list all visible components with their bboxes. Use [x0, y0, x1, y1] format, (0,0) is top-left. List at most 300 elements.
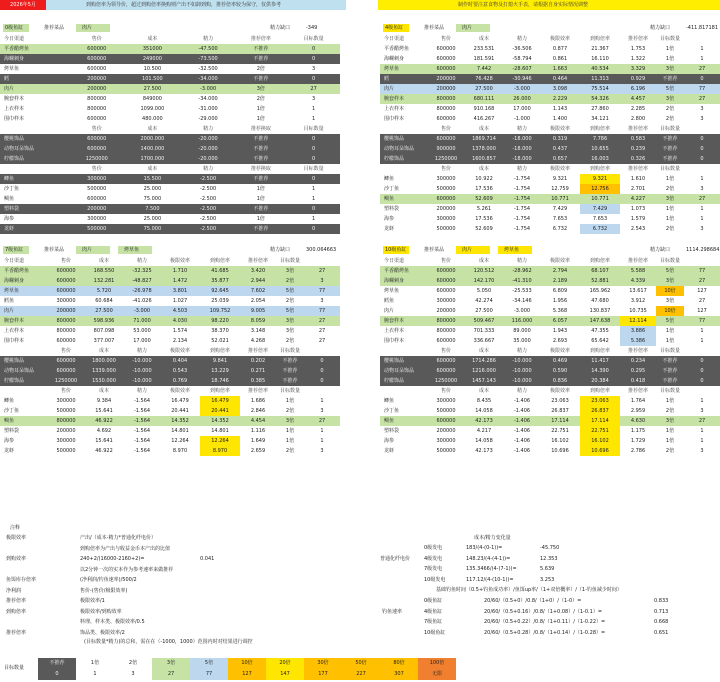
- value-cell: 12.264: [200, 436, 240, 446]
- value-cell: 1: [684, 54, 720, 64]
- table-row: [380, 154, 720, 164]
- column-header: 售价: [91, 126, 102, 132]
- value-cell: -1.406: [504, 406, 540, 416]
- value-cell: 17.114: [540, 416, 580, 426]
- value-cell: 300000: [48, 396, 84, 406]
- legend-multiplier: 10倍: [228, 658, 266, 669]
- value-cell: 600000: [70, 44, 123, 54]
- value-cell: 15.641: [84, 436, 124, 446]
- value-cell: 35.000: [504, 336, 540, 346]
- value-cell: 1倍: [276, 436, 304, 446]
- value-cell: 2.543: [620, 224, 656, 234]
- column-header: [684, 256, 720, 266]
- value-cell: 1.175: [620, 426, 656, 436]
- note-result: 0.833: [654, 598, 669, 604]
- value-cell: 不推荐: [234, 134, 287, 144]
- value-cell: 1339.000: [84, 366, 124, 376]
- value-cell: -1.406: [504, 416, 540, 426]
- value-cell: 不推荐: [234, 74, 287, 84]
- value-cell: 0.404: [160, 356, 200, 366]
- value-cell: 4.457: [620, 94, 656, 104]
- value-cell: 0.271: [240, 366, 276, 376]
- value-cell: 3: [684, 224, 720, 234]
- value-cell: 200000: [428, 204, 464, 214]
- value-cell: 0.836: [540, 376, 580, 386]
- item-name-cell: 塑料袋: [380, 204, 428, 214]
- value-cell: 17.114: [580, 416, 620, 426]
- column-header: 到购倍率: [209, 388, 230, 394]
- value-cell: 27: [304, 316, 340, 326]
- value-cell: 1.686: [240, 396, 276, 406]
- value-cell: 600000: [48, 356, 84, 366]
- table-row: [0, 154, 340, 164]
- value-cell: 0: [287, 134, 340, 144]
- value-cell: 1: [684, 426, 720, 436]
- column-header: 售价: [440, 348, 451, 354]
- column-header: 成本: [147, 36, 158, 42]
- column-header: 精力: [516, 36, 527, 42]
- value-cell: 800000: [48, 326, 84, 336]
- value-cell: 9.321: [540, 174, 580, 184]
- value-cell: 21.367: [580, 44, 620, 54]
- value-cell: 14.801: [200, 426, 240, 436]
- column-header: 推荐倍率: [627, 258, 648, 264]
- value-cell: 1250000: [48, 376, 84, 386]
- value-cell: 52.881: [580, 276, 620, 286]
- value-cell: 5倍: [276, 286, 304, 296]
- value-cell: 22.751: [540, 426, 580, 436]
- value-cell: 12.114: [620, 316, 656, 326]
- value-cell: 0: [287, 144, 340, 154]
- legend-target-value: 77: [190, 669, 228, 680]
- value-cell: 42.173: [464, 416, 504, 426]
- value-cell: 0.202: [240, 356, 276, 366]
- table-header-row: [380, 164, 720, 174]
- table-row: [0, 224, 340, 234]
- item-name-cell: 肉片: [380, 306, 428, 316]
- value-cell: 27: [287, 84, 340, 94]
- value-cell: 7.786: [580, 134, 620, 144]
- energy-gap-label: 精力缺口: [270, 25, 291, 31]
- value-cell: 不推荐: [656, 74, 684, 84]
- value-cell: -34.000: [182, 94, 235, 104]
- item-name-cell: 动物耳朵饰品: [380, 144, 428, 154]
- value-cell: 40.534: [580, 64, 620, 74]
- table-row: [380, 266, 720, 276]
- value-cell: 0: [287, 204, 340, 214]
- column-header: 成本: [98, 388, 109, 394]
- item-name-cell: 动物耳朵饰品: [380, 366, 428, 376]
- recommend-dish-1: 肉片: [456, 246, 490, 254]
- value-cell: 1.764: [620, 396, 656, 406]
- value-cell: -18.000: [504, 134, 540, 144]
- value-cell: 1倍: [656, 174, 684, 184]
- value-cell: -1.406: [504, 446, 540, 456]
- value-cell: 1倍: [234, 184, 287, 194]
- value-cell: -41.026: [124, 296, 160, 306]
- value-cell: 800000: [428, 104, 464, 114]
- value-cell: -1.564: [124, 406, 160, 416]
- value-cell: 2.229: [540, 94, 580, 104]
- value-cell: 27: [684, 276, 720, 286]
- legend-multiplier: 5倍: [190, 658, 228, 669]
- table-row: [380, 446, 720, 456]
- value-cell: 1倍: [656, 44, 684, 54]
- value-cell: 54.326: [580, 94, 620, 104]
- legend-target-value: 177: [304, 669, 342, 680]
- column-header: 精力: [136, 388, 147, 394]
- item-name-cell: 动物耳朵饰品: [0, 144, 70, 154]
- table-row: [380, 316, 720, 326]
- value-cell: 6.196: [620, 84, 656, 94]
- table-header-row: [380, 34, 720, 44]
- value-cell: 2.701: [620, 184, 656, 194]
- column-header: 成本: [98, 258, 109, 264]
- value-cell: 200000: [70, 204, 123, 214]
- table-row: [0, 416, 340, 426]
- value-cell: 16.102: [580, 436, 620, 446]
- value-cell: 2倍: [656, 224, 684, 234]
- value-cell: 0: [287, 174, 340, 184]
- value-cell: 不推荐: [234, 44, 287, 54]
- value-cell: 600000: [428, 366, 464, 376]
- value-cell: 1869.714: [464, 134, 504, 144]
- value-cell: 27.500: [84, 306, 124, 316]
- tank-panel: [380, 22, 720, 234]
- tank-panel: [0, 244, 340, 456]
- value-cell: 1099.000: [123, 104, 182, 114]
- legend-multiplier: 1倍: [76, 658, 114, 669]
- value-cell: 98.220: [200, 316, 240, 326]
- value-cell: 92.645: [200, 286, 240, 296]
- value-cell: 181.591: [464, 54, 504, 64]
- tank-table: [0, 34, 340, 234]
- fishing-formula: 基础钓鱼时间（0.5+钓鱼成功率）/鱼饵up率/（1+双倍概率）/（1-钓鱼减少时间）: [436, 587, 622, 593]
- value-cell: 2倍: [234, 94, 287, 104]
- value-cell: 25.000: [123, 214, 182, 224]
- value-cell: 1: [684, 214, 720, 224]
- value-cell: 1: [304, 426, 340, 436]
- value-cell: 3倍: [656, 64, 684, 74]
- column-header: [0, 164, 70, 174]
- value-cell: 1倍: [656, 214, 684, 224]
- value-cell: 300000: [428, 174, 464, 184]
- legend-multiplier: 3倍: [152, 658, 190, 669]
- note-value: 饰品类、极限效率/2: [80, 629, 125, 636]
- legend-multiplier: 50倍: [342, 658, 380, 669]
- value-cell: 3倍: [276, 316, 304, 326]
- value-cell: -1.406: [504, 436, 540, 446]
- note-result: 12.353: [540, 555, 558, 562]
- value-cell: 2倍: [276, 446, 304, 456]
- value-cell: 0.385: [240, 376, 276, 386]
- value-cell: 60.684: [84, 296, 124, 306]
- value-cell: 75.514: [580, 84, 620, 94]
- value-cell: 1250000: [428, 154, 464, 164]
- item-name-cell: 塑料袋: [380, 426, 428, 436]
- value-cell: 0.234: [620, 356, 656, 366]
- value-cell: -10.000: [124, 376, 160, 386]
- table-header-row: [0, 34, 340, 44]
- value-cell: 8.435: [464, 396, 504, 406]
- value-cell: 4.630: [620, 416, 656, 426]
- note-key: 极限效率: [6, 535, 27, 541]
- value-cell: 不推荐: [234, 144, 287, 154]
- item-name-cell: 平香醋烤鱼: [0, 266, 48, 276]
- column-header: 目标数量: [279, 348, 300, 354]
- value-cell: 不推荐: [656, 356, 684, 366]
- panel-header: [0, 22, 340, 34]
- value-cell: 9.841: [200, 356, 240, 366]
- note-key: 钓鱼速率: [382, 608, 403, 615]
- item-name-cell: 鲫鱼: [380, 396, 428, 406]
- value-cell: 3倍: [656, 416, 684, 426]
- legend-multiplier: 100倍: [418, 658, 456, 669]
- column-header: 精力: [516, 388, 527, 394]
- table-row: [0, 446, 340, 456]
- item-name-cell: 腕套样本: [0, 316, 48, 326]
- value-cell: 600000: [48, 366, 84, 376]
- item-name-cell: 围巾样本: [0, 114, 70, 124]
- note-label: 0级鱼缸: [424, 598, 443, 604]
- value-cell: 300000: [428, 396, 464, 406]
- table-header-row: [0, 386, 340, 396]
- item-name-cell: 鳕鱼: [0, 296, 48, 306]
- item-name-cell: 沙丁鱼: [0, 184, 70, 194]
- value-cell: 600000: [48, 286, 84, 296]
- table-row: [0, 286, 340, 296]
- value-cell: 1600.857: [464, 154, 504, 164]
- value-cell: 600000: [428, 134, 464, 144]
- column-header: 成本: [478, 348, 489, 354]
- panel-header: [0, 244, 340, 256]
- column-header: 目标数量: [659, 36, 680, 42]
- item-name-cell: 肉片: [0, 84, 70, 94]
- value-cell: -10.000: [124, 366, 160, 376]
- value-cell: -1.564: [124, 416, 160, 426]
- table-row: [0, 194, 340, 204]
- value-cell: 800000: [428, 316, 464, 326]
- value-cell: 11.417: [580, 356, 620, 366]
- note-label: 7级鱼缸: [424, 619, 443, 625]
- value-cell: 233.531: [464, 44, 504, 54]
- column-header: 成本: [478, 126, 489, 132]
- table-row: [0, 214, 340, 224]
- value-cell: 3倍: [656, 94, 684, 104]
- value-cell: 300000: [48, 436, 84, 446]
- column-header: 精力: [203, 166, 214, 172]
- value-cell: 200000: [70, 74, 123, 84]
- item-name-cell: 围巾样本: [380, 336, 428, 346]
- value-cell: 480.000: [123, 114, 182, 124]
- column-header: 推荐倍率: [627, 348, 648, 354]
- item-name-cell: 塑料袋: [0, 426, 48, 436]
- value-cell: -2.500: [182, 224, 235, 234]
- column-header: 售价: [60, 258, 71, 264]
- value-cell: 不推荐: [234, 204, 287, 214]
- item-name-cell: 柠檬饰品: [0, 376, 48, 386]
- value-cell: 509.467: [464, 316, 504, 326]
- value-cell: 5.261: [464, 204, 504, 214]
- value-cell: 1.143: [540, 104, 580, 114]
- value-cell: -1.754: [504, 204, 540, 214]
- value-cell: 不推荐: [656, 144, 684, 154]
- value-cell: 3倍: [276, 416, 304, 426]
- column-header: 到购倍率: [589, 36, 610, 42]
- column-header: [380, 124, 428, 134]
- value-cell: 2.944: [240, 276, 276, 286]
- item-name-cell: 樱桃饰品: [380, 134, 428, 144]
- item-name-cell: 鲷鱼: [0, 416, 48, 426]
- notes-title: 注释: [10, 525, 21, 531]
- value-cell: 4.268: [240, 336, 276, 346]
- value-cell: 77: [304, 286, 340, 296]
- value-cell: 2.659: [240, 446, 276, 456]
- item-name-cell: 海螺刺身: [0, 54, 70, 64]
- value-cell: 不推荐: [234, 224, 287, 234]
- note-key: 推荐倍率: [6, 598, 27, 604]
- value-cell: 0.239: [620, 144, 656, 154]
- table-row: [0, 426, 340, 436]
- value-cell: 26.000: [504, 94, 540, 104]
- value-cell: 9.321: [580, 174, 620, 184]
- table-row: [0, 144, 340, 154]
- item-name-cell: 樱桃饰品: [0, 134, 70, 144]
- value-cell: 25.000: [123, 184, 182, 194]
- value-cell: 3.801: [160, 286, 200, 296]
- legend-target-value: 1: [76, 669, 114, 680]
- column-header: 目标数量: [303, 166, 324, 172]
- value-cell: 52.609: [464, 224, 504, 234]
- value-cell: 1倍: [234, 104, 287, 114]
- table-header-row: [0, 164, 340, 174]
- value-cell: -1.754: [504, 224, 540, 234]
- table-header-row: [0, 346, 340, 356]
- value-cell: 10.500: [123, 64, 182, 74]
- table-row: [380, 296, 720, 306]
- column-header: 推荐换取: [250, 126, 271, 132]
- column-header: 成本: [478, 258, 489, 264]
- tank-table: [380, 34, 720, 234]
- value-cell: 4.339: [620, 276, 656, 286]
- value-cell: -3.000: [182, 84, 235, 94]
- value-cell: 3: [304, 276, 340, 286]
- column-header: [0, 346, 48, 356]
- value-cell: 1378.000: [464, 144, 504, 154]
- table-header-row: [380, 124, 720, 134]
- value-cell: 13.229: [200, 366, 240, 376]
- value-cell: 3: [304, 296, 340, 306]
- note-formula: 20/60/（0.5+0）/0.8/（1+0）/（1-0）=: [484, 598, 582, 604]
- value-cell: 101.500: [123, 74, 182, 84]
- value-cell: 0.861: [540, 54, 580, 64]
- value-cell: 1倍: [276, 426, 304, 436]
- value-cell: 600000: [428, 114, 464, 124]
- table-row: [0, 266, 340, 276]
- column-header: 极限效率: [169, 388, 190, 394]
- column-header: 精力: [136, 258, 147, 264]
- item-name-cell: 平香醋烤鱼: [380, 44, 428, 54]
- value-cell: 600000: [428, 276, 464, 286]
- value-cell: 6.732: [580, 224, 620, 234]
- column-header: 极限效率: [549, 166, 570, 172]
- column-header: 极限效率: [169, 348, 190, 354]
- value-cell: 500000: [428, 446, 464, 456]
- table-row: [380, 396, 720, 406]
- energy-gap-value: -411.817181: [686, 25, 719, 31]
- value-cell: 17.000: [124, 336, 160, 346]
- item-name-cell: 平香醋烤鱼: [0, 44, 70, 54]
- table-row: [0, 44, 340, 54]
- value-cell: 1: [287, 184, 340, 194]
- item-name-cell: 海参: [380, 214, 428, 224]
- value-cell: 132.281: [84, 276, 124, 286]
- column-header: [380, 164, 428, 174]
- value-cell: 377.007: [84, 336, 124, 346]
- table-row: [0, 296, 340, 306]
- legend-target-value: 227: [342, 669, 380, 680]
- note-result: 3.253: [540, 576, 555, 583]
- value-cell: 3倍: [656, 276, 684, 286]
- value-cell: -32.325: [124, 266, 160, 276]
- column-header: 推荐倍率: [247, 388, 268, 394]
- value-cell: 10.696: [580, 446, 620, 456]
- value-cell: 41.685: [200, 266, 240, 276]
- item-name-cell: 沙丁鱼: [380, 184, 428, 194]
- note-value: 料理、样本类、极限效率/0.5: [80, 619, 145, 625]
- value-cell: 1.943: [540, 326, 580, 336]
- table-row: [0, 366, 340, 376]
- value-cell: 18.746: [200, 376, 240, 386]
- table-row: [0, 94, 340, 104]
- value-cell: 1倍: [234, 194, 287, 204]
- value-cell: -20.000: [182, 154, 235, 164]
- column-header: 目标数量: [659, 166, 680, 172]
- note-value: 以2分钟一次的实本作为参考速率来做推荐: [80, 566, 174, 573]
- item-name-cell: 沙丁鱼: [380, 406, 428, 416]
- item-name-cell: 龙虾: [380, 446, 428, 456]
- value-cell: 200000: [428, 426, 464, 436]
- value-cell: 23.063: [540, 396, 580, 406]
- value-cell: 2.189: [540, 276, 580, 286]
- column-header: 精力: [136, 348, 147, 354]
- column-header: 成本: [147, 126, 158, 132]
- value-cell: 1800.000: [84, 356, 124, 366]
- value-cell: 2.285: [620, 104, 656, 114]
- column-header: [0, 124, 70, 134]
- value-cell: 14.058: [464, 406, 504, 416]
- value-cell: 10倍: [656, 286, 684, 296]
- note-extra: 0.041: [200, 556, 215, 562]
- column-header: 推荐倍率: [627, 388, 648, 394]
- legend-multiplier: 80倍: [380, 658, 418, 669]
- value-cell: 42.274: [464, 296, 504, 306]
- value-cell: 27: [304, 326, 340, 336]
- item-name-cell: 鲷鱼: [380, 194, 428, 204]
- item-name-cell: 围巾样本: [380, 114, 428, 124]
- value-cell: 25.039: [200, 296, 240, 306]
- value-cell: 16.479: [160, 396, 200, 406]
- value-cell: 600000: [70, 54, 123, 64]
- value-cell: 3倍: [276, 266, 304, 276]
- item-name-cell: 塑料袋: [0, 204, 70, 214]
- value-cell: 600000: [428, 416, 464, 426]
- note-value: 极限效率/到购效率: [80, 608, 122, 615]
- note-result: 5.639: [540, 566, 555, 572]
- column-header: 精力: [203, 126, 214, 132]
- item-name-cell: 鳕: [0, 74, 70, 84]
- legend-multiplier: 2倍: [114, 658, 152, 669]
